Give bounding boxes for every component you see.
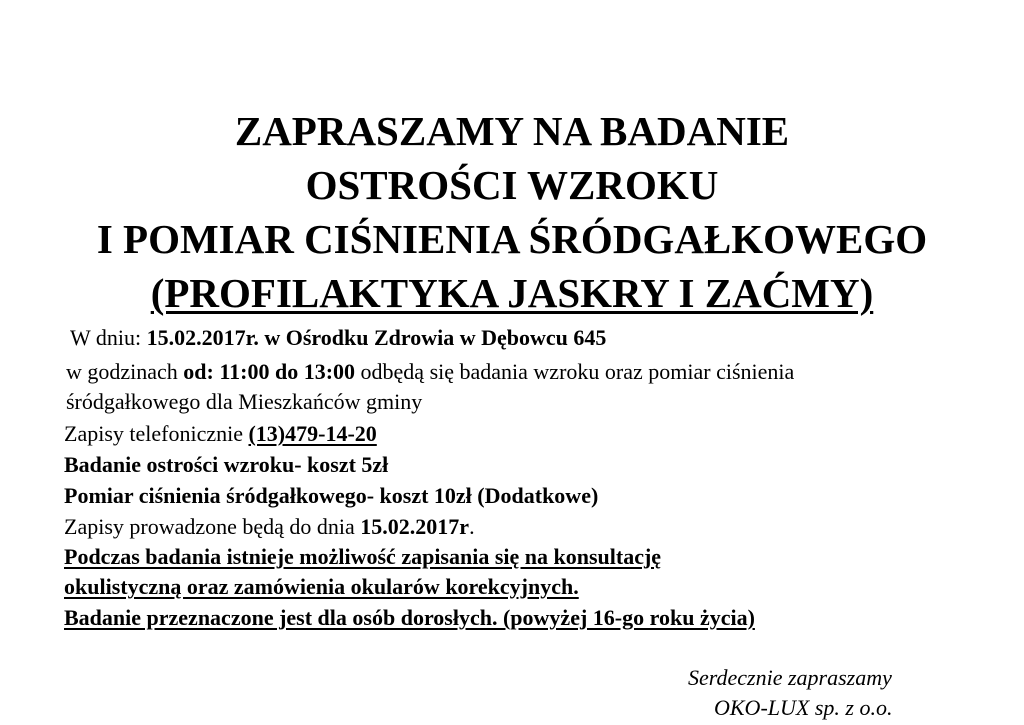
hours: od: 11:00 do 13:00: [183, 359, 356, 384]
signature-closing: Serdecznie zapraszamy: [688, 665, 892, 690]
title-line-2: OSTROŚCI WZROKU: [305, 162, 719, 208]
deadline-suffix: .: [469, 514, 475, 539]
title-line-1: ZAPRASZAMY NA BADANIE: [234, 108, 790, 154]
title-line-4-text: (PROFILAKTYKA JASKRY I ZAĆMY): [150, 270, 874, 316]
consultation-line-1: Podczas badania istnieje możliwość zapisania się na konsultację: [64, 544, 662, 569]
deadline-prefix: Zapisy prowadzone będą do dnia: [64, 514, 361, 539]
deadline-date: 15.02.2017r: [360, 514, 470, 539]
cost-vision-line: Badanie ostrości wzroku- koszt 5zł: [64, 452, 389, 477]
residents-line: śródgałkowego dla Mieszkańców gminy: [66, 389, 423, 414]
hours-prefix: w godzinach: [66, 359, 184, 384]
hours-suffix: odbędą się badania wzroku oraz pomiar ciśnienia: [355, 359, 795, 384]
consultation-line-2: okulistyczną oraz zamówienia okularów korekcyjnych.: [64, 574, 579, 599]
date-prefix: W dniu:: [70, 325, 147, 350]
adults-only-line: Badanie przeznaczone jest dla osób dorosłych. (powyżej 16-go roku życia): [64, 605, 755, 630]
date-location: 15.02.2017r. w Ośrodku Zdrowia w Dębowcu 645: [146, 325, 607, 350]
phone-prefix: Zapisy telefonicznie: [64, 421, 249, 446]
cost-pressure-line: Pomiar ciśnienia śródgałkowego- koszt 10zł (Dodatkowe): [64, 483, 599, 508]
title-line-3: I POMIAR CIŚNIENIA ŚRÓDGAŁKOWEGO: [96, 216, 928, 262]
deadline-line: [64, 513, 475, 541]
hours-line: [66, 358, 794, 386]
date-location-line: [70, 324, 606, 352]
title-line-4: [0, 268, 1024, 318]
phone-line: [64, 420, 377, 448]
phone-number: (13)479-14-20: [248, 421, 377, 446]
signature-company: OKO-LUX sp. z o.o.: [714, 695, 893, 720]
